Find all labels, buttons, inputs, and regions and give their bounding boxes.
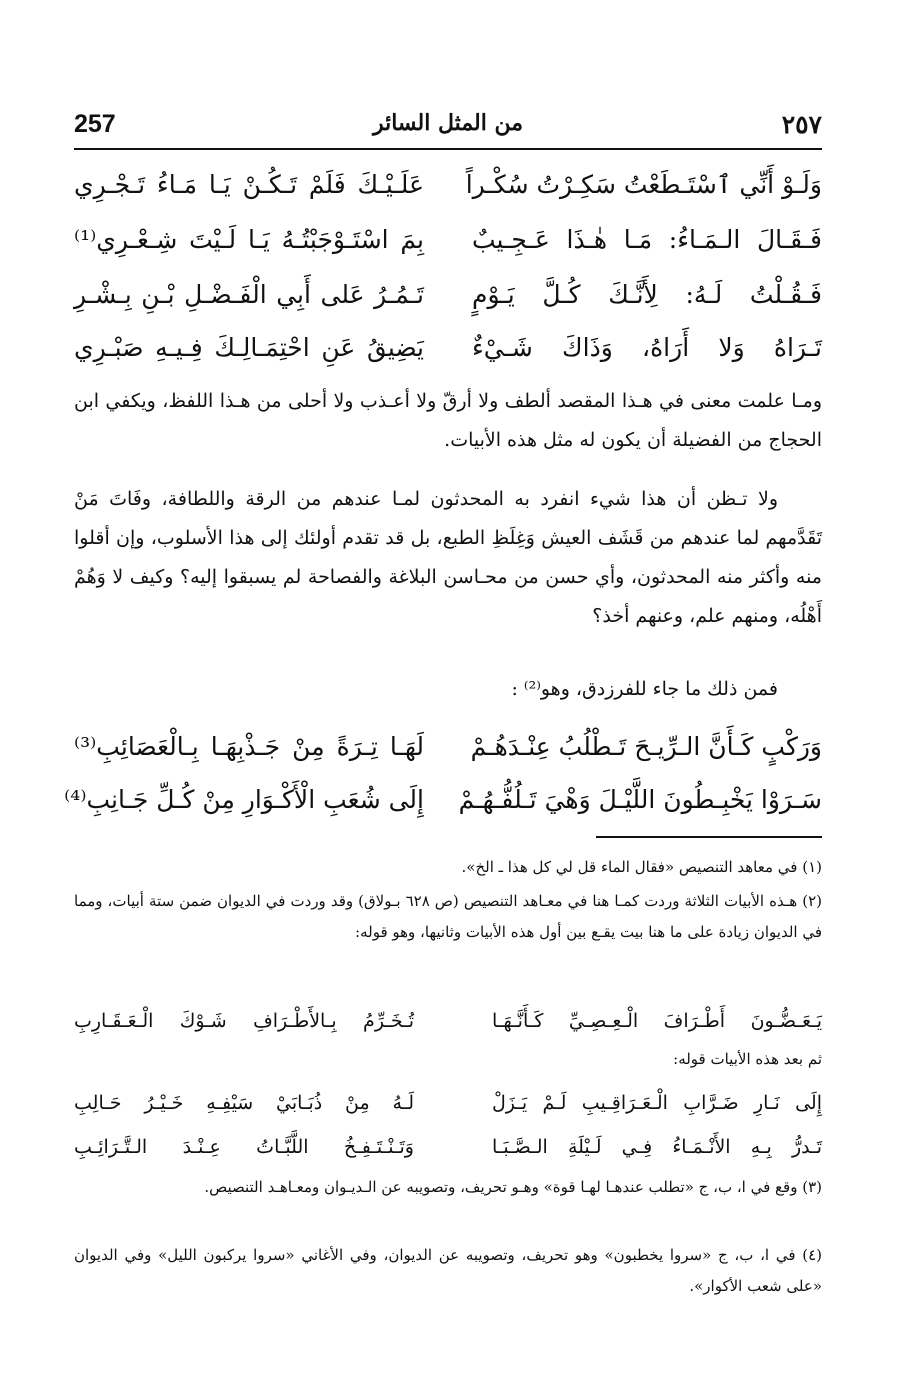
- page-header: [74, 110, 822, 144]
- paragraph: ومـا علمت معنى في هـذا المقصد ألطف ولا أرقّ ولا أعـذب ولا أحلى من هـذا اللفظ، ويكفي ابن الحجاج من الفضيلة أن يكون له مثل هذه الأبيات.: [74, 390, 822, 451]
- paragraph: ولا تـظن أن هذا شيء انفرد به المحدثون لمـا عندهم من الرقة واللطافة، وفَاتَ مَنْ تَقَدَّمهم لما عندهم من قَشَف العيش وَغِلَظِ الطبع، بل قد تقدم أولئك إلى هذا الأسلوب، وإن أقلوا منه وأكثر منه المحدثون، وأي حسن من محـاسن البلاغة والفصاحة لم يسبقوا إليه؟ وكيف لا وَهُمْ أَهْلُه، ومنهم علم، وعنهم أخذ؟: [74, 488, 822, 627]
- page-number-latin: 257: [74, 110, 116, 138]
- verse-second-hemistich: وَتَـنْـتَـفِـخُ اللَّبَّـاتُ عِـنْـدَ الـتَّـرَائِـبِ: [74, 1136, 414, 1158]
- verse-first-hemistich: يَـعَـضُّـونَ أَطْـرَافَ الْـعِـصِـيِّ كَـأَنَّـهَـا: [492, 1010, 822, 1032]
- verse-first-hemistich: وَلَـوْ أَنِّي ٱسْتَـطَعْتُ سَكِـرْتُ سُكْـراً: [465, 170, 822, 199]
- verse-line: [74, 722, 822, 772]
- verse-first-hemistich: فَـقُـلْتُ لَـهُ: لِأَنَّـكَ كُـلَّ يَـوْمٍ: [472, 280, 822, 309]
- verse-line: [74, 215, 822, 265]
- footnote-verse: [74, 1000, 822, 1042]
- verse-line: [74, 160, 822, 210]
- footnote-3: (٣) وقع في ا، ب، ج «تطلب عندهـا لهـا قوة» وهـو تحريف، وتصويبه عن الـديـوان ومعـاهـد التنصيص.: [204, 1178, 822, 1196]
- footnote-separator: [596, 836, 822, 838]
- verse-second-hemistich: تَـمُـرُ عَلى أَبِي الْفَـضْـلِ بْـنِ بِـشْـرِ: [74, 280, 424, 309]
- footnote-verse: [74, 1082, 822, 1124]
- verse-first-hemistich: سَـرَوْا يَخْبِـطُونَ اللَّيْـلَ وَهْيَ تَـلُفُّـهُـمْ: [458, 785, 822, 814]
- verse-second-hemistich: تُـخَـرِّمُ بِـالأَطْـرَافِ شَـوْكَ الْـعَـقَـارِبِ: [74, 1010, 414, 1032]
- footnote-1: (١) في معاهد التنصيص «فقال الماء قل لي كل هذا ـ الخ».: [461, 858, 822, 876]
- verse-first-hemistich: تَـرَاهُ وَلا أَرَاهُ، وَذَاكَ شَـيْءٌ: [472, 333, 822, 362]
- footnote-2: (٢) هـذه الأبيات الثلاثة وردت كمـا هنا في معـاهد التنصيص (ص ٦٢٨ بـولاق) وقد وردت في الديوان ضمن ستة أبيات، ومما في الديوان زيادة على ما هنا بيت يقـع بين أول هذه الأبيات وثانيها، وهو قوله:: [74, 892, 822, 941]
- verse-second-hemistich: عَلَـيْـكَ فَلَمْ تَـكُـنْ يَـا مَـاءُ تَـجْـرِي: [74, 170, 424, 199]
- verse-second-hemistich: إِلَى شُعَبِ الْأَكْـوَارِ مِنْ كُـلِّ جَـانِبِ⁽⁴⁾: [64, 785, 424, 814]
- verse-second-hemistich: يَضِيقُ عَنِ احْتِمَـالِـكَ فِـيـهِ صَبْـرِي: [74, 333, 424, 362]
- verse-line: [74, 323, 822, 373]
- verse-line: [74, 270, 822, 320]
- verse-second-hemistich: بِمَ اسْتَـوْجَبْتُـهُ يَـا لَـيْتَ شِـعْـرِي⁽¹⁾: [74, 225, 424, 254]
- footnote-2-continuation: ثم بعد هذه الأبيات قوله:: [673, 1050, 822, 1068]
- verse-second-hemistich: لَـهُ مِنْ ذُبَـابَيْ سَيْفِـهِ خَـيْـرُ حَـالِبِ: [74, 1092, 414, 1114]
- verse-first-hemistich: وَرَكْبٍ كَـأَنَّ الـرِّيـحَ تَـطْلُبُ عِنْـدَهُـمْ: [470, 732, 822, 761]
- footnote-verse: [74, 1126, 822, 1168]
- paragraph: فمن ذلك ما جاء للفرزدق، وهو⁽²⁾ :: [511, 678, 778, 700]
- header-rule: [74, 148, 822, 150]
- verse-first-hemistich: إِلَى نَـارِ ضَـرَّابِ الْـعَـرَاقِـيبِ لَـمْ يَـزَلْ: [492, 1092, 822, 1114]
- page-number-arabic: ٢٥٧: [781, 110, 822, 139]
- verse-line: [64, 775, 822, 825]
- verse-first-hemistich: فَـقَـالَ الـمَـاءُ: مَـا هٰـذَا عَـجِـيبٌ: [472, 225, 822, 254]
- running-title: من المثل السائر: [372, 110, 524, 136]
- footnote-4: (٤) في ا، ب، ج «سروا يخطبون» وهو تحريف، وتصويبه عن الديوان، وفي الأغاني «سروا يركبون الليل» وفي الديوان «على شعب الأكوار».: [74, 1246, 822, 1295]
- verse-second-hemistich: لَهَـا تِـرَةً مِنْ جَـذْبِهَـا بِـالْعَصَائِبِ⁽³⁾: [74, 732, 424, 761]
- verse-first-hemistich: تَـدرُّ بِـهِ الأَنْـمَـاءُ فِـي لَـيْلَةِ الـصَّـبَـا: [492, 1136, 822, 1158]
